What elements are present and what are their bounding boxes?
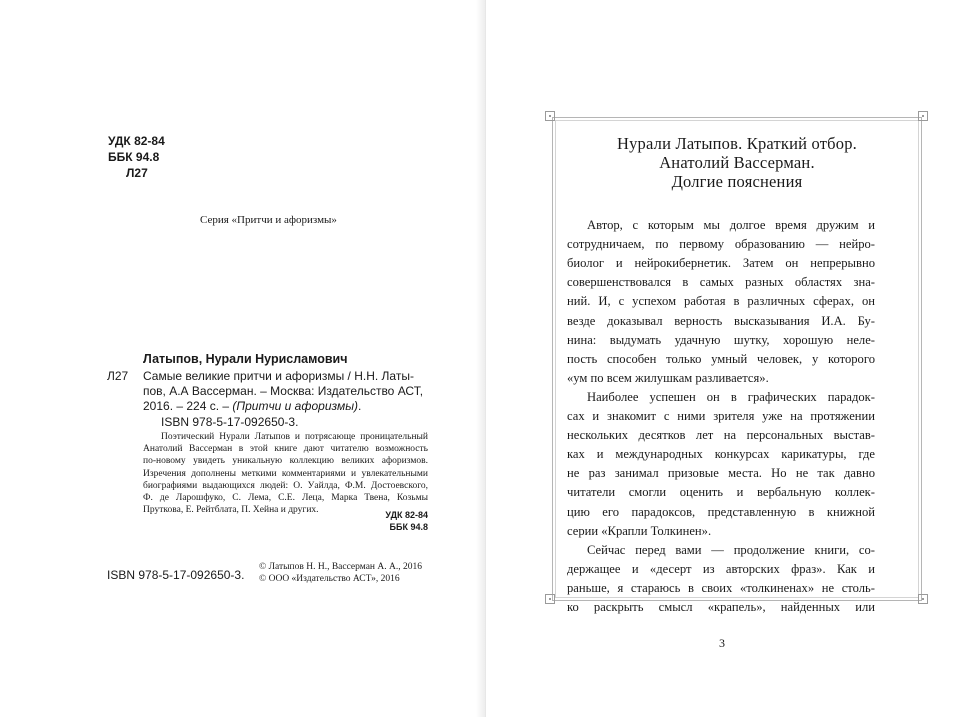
body-line: сах и знакомит с ними зрителя уже на протяжении bbox=[567, 409, 875, 423]
body-line: сотрудничаем, по первому образованию — нейро- bbox=[567, 237, 875, 252]
body-line: серии «Крапли Толкинен». bbox=[567, 523, 712, 538]
body-line: не раз занимал призовые места. Но не так давно bbox=[567, 466, 875, 481]
annotation-line: по-новому увидеть уникальную коллекцию великих афоризмов. bbox=[143, 456, 428, 467]
udk-small: УДК 82-84 bbox=[385, 510, 428, 520]
series-name: Серия «Притчи и афоризмы» bbox=[200, 214, 337, 226]
biblio-line-text: 2016. – 224 с. – bbox=[143, 399, 233, 414]
body-line: «ум по всем жилушкам разливается». bbox=[567, 370, 769, 385]
body-line: совершенствовался в самых разных областях зна- bbox=[567, 275, 875, 290]
body-line: нескольких десятков лет на персональных выстав- bbox=[567, 428, 875, 443]
left-page bbox=[0, 0, 486, 717]
bbk-code: ББК 94.8 bbox=[108, 150, 160, 164]
annotation bbox=[143, 431, 428, 516]
frame-corner-ornament bbox=[545, 594, 555, 604]
copyright-publisher: © ООО «Издательство АСТ», 2016 bbox=[259, 574, 400, 584]
body-line: Наиболее успешен он в графических парадок- bbox=[587, 389, 875, 404]
body-line: раньше, я стараюсь в своих «толкиненах» не столь- bbox=[567, 580, 875, 595]
title-line: Анатолий Вассерман. bbox=[659, 153, 815, 172]
udk-code: УДК 82-84 bbox=[108, 134, 165, 148]
body-line: биолог и нейрокибернетик. Затем он непрерывно bbox=[567, 256, 875, 271]
isbn-bottom: ISBN 978-5-17-092650-3. bbox=[107, 568, 245, 582]
body-line: везде доказывал верность высказывания И.А. Бу- bbox=[567, 313, 875, 328]
copyright-authors: © Латыпов Н. Н., Вассерман А. А., 2016 bbox=[259, 562, 422, 572]
annotation-line: Анатолий Вассерман в этой книге дают читателю возможность bbox=[143, 444, 428, 455]
title-line: Долгие пояснения bbox=[671, 172, 803, 191]
author-mark: Л27 bbox=[126, 166, 148, 180]
body-line: нина: выдумать удачную шутку, хорошую неле- bbox=[567, 332, 875, 347]
body-line: Сейчас перед вами — продолжение книги, со- bbox=[587, 542, 875, 557]
body-line: цию его парадоксов, представленную в книжной bbox=[567, 504, 875, 519]
annotation-line: Ф. де Ларошфуко, С. Лема, С.Е. Леца, Марка Твена, Козьмы bbox=[143, 492, 428, 503]
bibliographic-record bbox=[143, 369, 428, 430]
frame-corner-ornament bbox=[545, 111, 555, 121]
annotation-line: биографиями выдающихся людей: О. Уайлда, Ф.М. Достоевского, bbox=[143, 480, 428, 491]
body-line: ний. И, с успехом работая в различных сферах, он bbox=[567, 294, 875, 309]
title-line: Нурали Латыпов. Краткий отбор. bbox=[616, 134, 857, 153]
biblio-isbn: ISBN 978-5-17-092650-3. bbox=[161, 414, 299, 429]
body-line: пость способен только умный человек, у которого bbox=[567, 351, 875, 366]
frame-corner-ornament bbox=[918, 111, 928, 121]
biblio-series-end: . bbox=[358, 399, 362, 414]
page-number: 3 bbox=[719, 636, 725, 650]
biblio-code: Л27 bbox=[107, 369, 129, 383]
chapter-title bbox=[552, 134, 922, 191]
biblio-line: Самые великие притчи и афоризмы / Н.Н. Латы- bbox=[143, 369, 414, 383]
frame-corner-ornament bbox=[918, 594, 928, 604]
body-line: ках и международных конкурсах карикатуры, где bbox=[567, 447, 875, 462]
annotation-line: Изречения дополнены меткими комментариями и увлекательными bbox=[143, 468, 428, 479]
biblio-series-italic: (Притчи и афоризмы) bbox=[232, 399, 359, 414]
annotation-line: Пруткова, Е. Рейтблата, П. Хейна и других. bbox=[143, 505, 319, 516]
author-heading: Латыпов, Нурали Нурисламович bbox=[143, 352, 348, 366]
bbk-small: ББК 94.8 bbox=[389, 522, 428, 532]
body-line: Автор, с которым мы долгое время дружим и bbox=[587, 218, 875, 232]
body-line: ко раскрыть смысл «крапель», найденных или bbox=[567, 600, 875, 614]
annotation-line: Поэтический Нурали Латыпов и потрясающе проницательный bbox=[161, 432, 428, 442]
body-line: читатели смогли оценить и вербальную коллек- bbox=[567, 485, 875, 500]
biblio-line bbox=[143, 399, 428, 414]
biblio-line: пов, А.А Вассерман. – Москва: Издательство АСТ, bbox=[143, 384, 424, 399]
body-line: держащее и «десерт из авторских фраз». Как и bbox=[567, 561, 875, 576]
